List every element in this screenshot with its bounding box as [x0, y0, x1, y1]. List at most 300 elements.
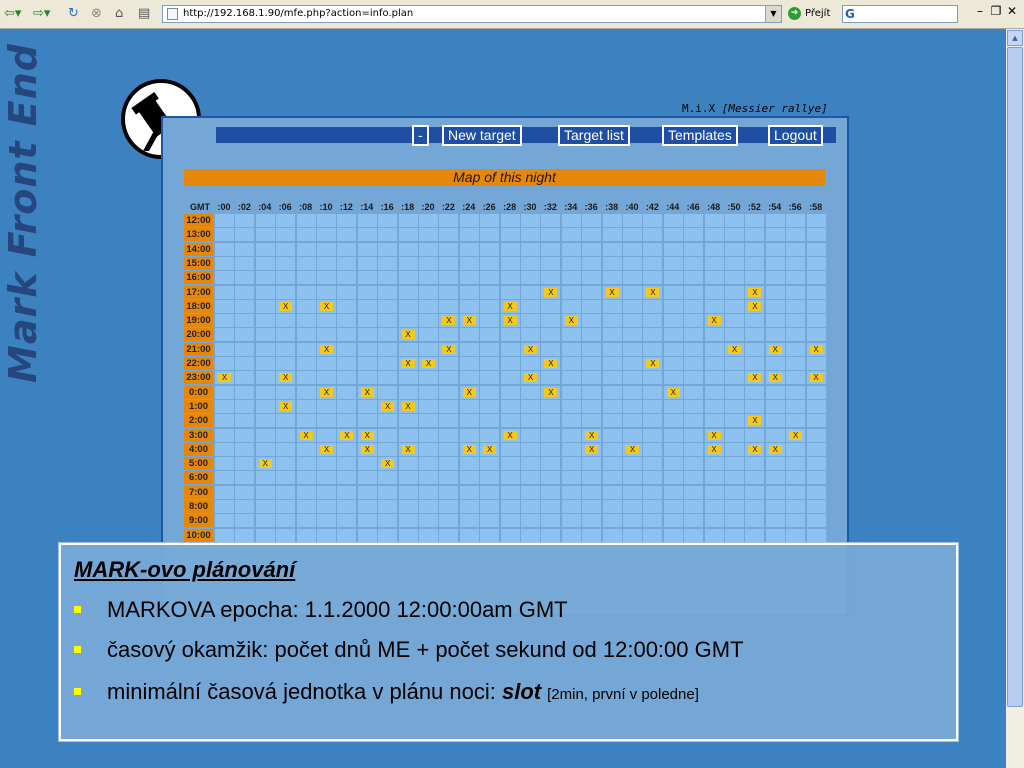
slot-cell[interactable] [501, 328, 520, 341]
scheduled-slot-mark[interactable]: X [504, 316, 517, 325]
slot-cell[interactable] [786, 457, 805, 470]
slot-cell[interactable] [562, 500, 581, 513]
slot-cell[interactable] [766, 328, 785, 341]
scrollbar-thumb[interactable] [1007, 47, 1023, 707]
slot-cell[interactable] [807, 328, 826, 341]
slot-cell[interactable] [337, 314, 356, 327]
slot-cell[interactable] [786, 300, 805, 313]
slot-cell[interactable] [297, 243, 316, 256]
slot-cell[interactable] [235, 386, 254, 399]
slot-cell[interactable] [541, 343, 560, 356]
slot-cell[interactable] [460, 400, 479, 413]
slot-cell[interactable] [297, 529, 316, 542]
scheduled-slot-mark[interactable]: X [504, 302, 517, 311]
slot-cell[interactable] [623, 414, 642, 427]
slot-cell[interactable] [766, 386, 785, 399]
slot-cell[interactable] [705, 271, 724, 284]
slot-cell[interactable] [562, 343, 581, 356]
slot-cell[interactable] [215, 471, 234, 484]
slot-cell[interactable] [399, 243, 418, 256]
slot-cell[interactable] [256, 500, 275, 513]
slot-cell[interactable] [786, 486, 805, 499]
slot-cell[interactable] [664, 314, 683, 327]
slot-cell[interactable] [317, 443, 336, 456]
slot-cell[interactable] [317, 257, 336, 270]
slot-cell[interactable] [358, 371, 377, 384]
scheduled-slot-mark[interactable]: X [544, 288, 557, 297]
slot-cell[interactable] [541, 400, 560, 413]
slot-cell[interactable] [399, 228, 418, 241]
slot-cell[interactable] [603, 443, 622, 456]
back-icon[interactable]: ⇦▾ [4, 6, 22, 21]
scheduled-slot-mark[interactable]: X [402, 445, 415, 454]
scheduled-slot-mark[interactable]: X [646, 288, 659, 297]
slot-cell[interactable] [439, 457, 458, 470]
slot-cell[interactable] [297, 228, 316, 241]
slot-cell[interactable] [317, 371, 336, 384]
slot-cell[interactable] [399, 300, 418, 313]
slot-cell[interactable] [358, 228, 377, 241]
slot-cell[interactable] [378, 343, 397, 356]
slot-cell[interactable] [317, 214, 336, 227]
slot-cell[interactable] [256, 343, 275, 356]
scheduled-slot-mark[interactable]: X [463, 316, 476, 325]
slot-cell[interactable] [705, 514, 724, 527]
slot-cell[interactable] [582, 529, 601, 542]
scheduled-slot-mark[interactable]: X [504, 431, 517, 440]
slot-cell[interactable] [480, 414, 499, 427]
slot-cell[interactable] [603, 271, 622, 284]
slot-cell[interactable] [582, 343, 601, 356]
slot-cell[interactable] [582, 243, 601, 256]
slot-cell[interactable] [705, 343, 724, 356]
slot-cell[interactable] [766, 514, 785, 527]
slot-cell[interactable] [276, 257, 295, 270]
slot-cell[interactable] [582, 471, 601, 484]
slot-cell[interactable] [643, 243, 662, 256]
slot-cell[interactable] [276, 214, 295, 227]
slot-cell[interactable] [664, 514, 683, 527]
slot-cell[interactable] [562, 471, 581, 484]
slot-cell[interactable] [256, 328, 275, 341]
slot-cell[interactable] [501, 386, 520, 399]
slot-cell[interactable] [664, 400, 683, 413]
slot-cell[interactable] [664, 471, 683, 484]
scroll-up-icon[interactable]: ▲ [1007, 30, 1023, 46]
slot-cell[interactable] [439, 343, 458, 356]
slot-cell[interactable] [419, 443, 438, 456]
slot-cell[interactable] [603, 328, 622, 341]
slot-cell[interactable] [317, 514, 336, 527]
slot-cell[interactable] [684, 214, 703, 227]
slot-cell[interactable] [745, 457, 764, 470]
scheduled-slot-mark[interactable]: X [279, 402, 292, 411]
slot-cell[interactable] [643, 228, 662, 241]
slot-cell[interactable] [521, 500, 540, 513]
slot-cell[interactable] [460, 314, 479, 327]
slot-cell[interactable] [501, 371, 520, 384]
slot-cell[interactable] [276, 529, 295, 542]
slot-cell[interactable] [337, 500, 356, 513]
slot-cell[interactable] [235, 243, 254, 256]
slot-cell[interactable] [582, 514, 601, 527]
slot-cell[interactable] [439, 286, 458, 299]
slot-cell[interactable] [358, 429, 377, 442]
slot-cell[interactable] [215, 214, 234, 227]
address-dropdown-icon[interactable]: ▼ [765, 6, 781, 22]
slot-cell[interactable] [745, 414, 764, 427]
scheduled-slot-mark[interactable]: X [402, 330, 415, 339]
google-search-box[interactable] [842, 5, 958, 23]
slot-cell[interactable] [399, 214, 418, 227]
slot-cell[interactable] [766, 271, 785, 284]
slot-cell[interactable] [521, 300, 540, 313]
slot-cell[interactable] [807, 243, 826, 256]
slot-cell[interactable] [399, 343, 418, 356]
slot-cell[interactable] [786, 257, 805, 270]
slot-cell[interactable] [725, 443, 744, 456]
slot-cell[interactable] [501, 271, 520, 284]
slot-cell[interactable] [562, 314, 581, 327]
slot-cell[interactable] [582, 357, 601, 370]
slot-cell[interactable] [786, 371, 805, 384]
scheduled-slot-mark[interactable]: X [585, 445, 598, 454]
slot-cell[interactable] [276, 457, 295, 470]
slot-cell[interactable] [501, 343, 520, 356]
slot-cell[interactable] [297, 286, 316, 299]
slot-cell[interactable] [297, 343, 316, 356]
scheduled-slot-mark[interactable]: X [544, 359, 557, 368]
slot-cell[interactable] [378, 500, 397, 513]
scheduled-slot-mark[interactable]: X [381, 402, 394, 411]
slot-cell[interactable] [419, 328, 438, 341]
slot-cell[interactable] [215, 529, 234, 542]
slot-cell[interactable] [480, 471, 499, 484]
slot-cell[interactable] [256, 271, 275, 284]
slot-cell[interactable] [337, 443, 356, 456]
slot-cell[interactable] [807, 314, 826, 327]
slot-cell[interactable] [807, 400, 826, 413]
slot-cell[interactable] [480, 257, 499, 270]
slot-cell[interactable] [480, 429, 499, 442]
slot-cell[interactable] [766, 257, 785, 270]
scheduled-slot-mark[interactable]: X [606, 288, 619, 297]
slot-cell[interactable] [521, 443, 540, 456]
scheduled-slot-mark[interactable]: X [463, 445, 476, 454]
slot-cell[interactable] [623, 529, 642, 542]
slot-cell[interactable] [786, 314, 805, 327]
slot-cell[interactable] [235, 471, 254, 484]
slot-cell[interactable] [562, 214, 581, 227]
slot-cell[interactable] [215, 371, 234, 384]
slot-cell[interactable] [337, 343, 356, 356]
slot-cell[interactable] [745, 357, 764, 370]
slot-cell[interactable] [358, 214, 377, 227]
slot-cell[interactable] [235, 457, 254, 470]
slot-cell[interactable] [725, 214, 744, 227]
slot-cell[interactable] [215, 300, 234, 313]
slot-cell[interactable] [358, 414, 377, 427]
slot-cell[interactable] [684, 514, 703, 527]
slot-cell[interactable] [460, 286, 479, 299]
slot-cell[interactable] [378, 443, 397, 456]
slot-cell[interactable] [235, 371, 254, 384]
slot-cell[interactable] [745, 328, 764, 341]
slot-cell[interactable] [419, 500, 438, 513]
slot-cell[interactable] [786, 529, 805, 542]
slot-cell[interactable] [276, 414, 295, 427]
slot-cell[interactable] [317, 414, 336, 427]
slot-cell[interactable] [460, 343, 479, 356]
slot-cell[interactable] [276, 243, 295, 256]
slot-cell[interactable] [358, 500, 377, 513]
slot-cell[interactable] [745, 529, 764, 542]
slot-cell[interactable] [276, 443, 295, 456]
slot-cell[interactable] [664, 371, 683, 384]
slot-cell[interactable] [378, 400, 397, 413]
slot-cell[interactable] [684, 300, 703, 313]
slot-cell[interactable] [664, 457, 683, 470]
slot-cell[interactable] [807, 386, 826, 399]
slot-cell[interactable] [276, 386, 295, 399]
slot-cell[interactable] [521, 228, 540, 241]
slot-cell[interactable] [705, 228, 724, 241]
slot-cell[interactable] [684, 371, 703, 384]
slot-cell[interactable] [317, 486, 336, 499]
slot-cell[interactable] [745, 500, 764, 513]
slot-cell[interactable] [337, 228, 356, 241]
slot-cell[interactable] [562, 400, 581, 413]
slot-cell[interactable] [501, 314, 520, 327]
slot-cell[interactable] [745, 314, 764, 327]
slot-cell[interactable] [541, 486, 560, 499]
slot-cell[interactable] [521, 343, 540, 356]
slot-cell[interactable] [786, 357, 805, 370]
slot-cell[interactable] [215, 457, 234, 470]
slot-cell[interactable] [317, 429, 336, 442]
slot-cell[interactable] [684, 443, 703, 456]
slot-cell[interactable] [603, 371, 622, 384]
slot-cell[interactable] [643, 357, 662, 370]
slot-cell[interactable] [256, 214, 275, 227]
slot-cell[interactable] [480, 228, 499, 241]
slot-cell[interactable] [378, 429, 397, 442]
slot-cell[interactable] [643, 443, 662, 456]
slot-cell[interactable] [439, 300, 458, 313]
slot-cell[interactable] [501, 500, 520, 513]
slot-cell[interactable] [378, 514, 397, 527]
slot-cell[interactable] [358, 328, 377, 341]
scheduled-slot-mark[interactable]: X [300, 431, 313, 440]
scheduled-slot-mark[interactable]: X [646, 359, 659, 368]
slot-cell[interactable] [480, 443, 499, 456]
slot-cell[interactable] [317, 300, 336, 313]
scheduled-slot-mark[interactable]: X [810, 373, 823, 382]
scheduled-slot-mark[interactable]: X [789, 431, 802, 440]
slot-cell[interactable] [684, 343, 703, 356]
slot-cell[interactable] [276, 400, 295, 413]
slot-cell[interactable] [358, 486, 377, 499]
slot-cell[interactable] [317, 286, 336, 299]
scheduled-slot-mark[interactable]: X [361, 388, 374, 397]
slot-cell[interactable] [460, 300, 479, 313]
slot-cell[interactable] [235, 414, 254, 427]
scheduled-slot-mark[interactable]: X [708, 431, 721, 440]
address-bar[interactable] [162, 5, 782, 23]
slot-cell[interactable] [378, 457, 397, 470]
slot-cell[interactable] [766, 500, 785, 513]
slot-cell[interactable] [705, 457, 724, 470]
slot-cell[interactable] [235, 357, 254, 370]
slot-cell[interactable] [562, 429, 581, 442]
slot-cell[interactable] [501, 357, 520, 370]
slot-cell[interactable] [399, 400, 418, 413]
slot-cell[interactable] [256, 300, 275, 313]
slot-cell[interactable] [582, 257, 601, 270]
slot-cell[interactable] [541, 271, 560, 284]
slot-cell[interactable] [317, 386, 336, 399]
slot-cell[interactable] [603, 500, 622, 513]
slot-cell[interactable] [480, 457, 499, 470]
slot-cell[interactable] [317, 400, 336, 413]
slot-cell[interactable] [562, 257, 581, 270]
slot-cell[interactable] [215, 429, 234, 442]
scheduled-slot-mark[interactable]: X [402, 359, 415, 368]
slot-cell[interactable] [256, 228, 275, 241]
slot-cell[interactable] [643, 457, 662, 470]
slot-cell[interactable] [399, 271, 418, 284]
scheduled-slot-mark[interactable]: X [748, 373, 761, 382]
slot-cell[interactable] [215, 286, 234, 299]
slot-cell[interactable] [337, 471, 356, 484]
slot-cell[interactable] [541, 228, 560, 241]
slot-cell[interactable] [582, 414, 601, 427]
slot-cell[interactable] [460, 529, 479, 542]
slot-cell[interactable] [256, 386, 275, 399]
slot-cell[interactable] [297, 400, 316, 413]
slot-cell[interactable] [807, 286, 826, 299]
slot-cell[interactable] [684, 228, 703, 241]
slot-cell[interactable] [439, 443, 458, 456]
slot-cell[interactable] [684, 486, 703, 499]
slot-cell[interactable] [745, 400, 764, 413]
slot-cell[interactable] [541, 214, 560, 227]
slot-cell[interactable] [235, 529, 254, 542]
scheduled-slot-mark[interactable]: X [565, 316, 578, 325]
scheduled-slot-mark[interactable]: X [769, 345, 782, 354]
slot-cell[interactable] [664, 271, 683, 284]
slot-cell[interactable] [297, 443, 316, 456]
slot-cell[interactable] [419, 486, 438, 499]
slot-cell[interactable] [235, 500, 254, 513]
slot-cell[interactable] [521, 471, 540, 484]
slot-cell[interactable] [684, 529, 703, 542]
slot-cell[interactable] [664, 529, 683, 542]
slot-cell[interactable] [664, 486, 683, 499]
slot-cell[interactable] [541, 243, 560, 256]
stop-icon[interactable]: ⊗ [91, 6, 102, 21]
slot-cell[interactable] [460, 271, 479, 284]
slot-cell[interactable] [317, 243, 336, 256]
slot-cell[interactable] [337, 286, 356, 299]
slot-cell[interactable] [603, 214, 622, 227]
slot-cell[interactable] [337, 529, 356, 542]
slot-cell[interactable] [725, 500, 744, 513]
slot-cell[interactable] [684, 328, 703, 341]
slot-cell[interactable] [399, 529, 418, 542]
slot-cell[interactable] [807, 443, 826, 456]
slot-cell[interactable] [480, 486, 499, 499]
slot-cell[interactable] [439, 486, 458, 499]
scheduled-slot-mark[interactable]: X [748, 445, 761, 454]
slot-cell[interactable] [766, 414, 785, 427]
slot-cell[interactable] [337, 300, 356, 313]
slot-cell[interactable] [766, 214, 785, 227]
slot-cell[interactable] [378, 214, 397, 227]
scheduled-slot-mark[interactable]: X [218, 373, 231, 382]
slot-cell[interactable] [215, 328, 234, 341]
slot-cell[interactable] [541, 357, 560, 370]
slot-cell[interactable] [358, 457, 377, 470]
slot-cell[interactable] [480, 243, 499, 256]
slot-cell[interactable] [705, 429, 724, 442]
slot-cell[interactable] [419, 386, 438, 399]
slot-cell[interactable] [460, 471, 479, 484]
slot-cell[interactable] [337, 486, 356, 499]
slot-cell[interactable] [460, 243, 479, 256]
slot-cell[interactable] [562, 443, 581, 456]
slot-cell[interactable] [399, 386, 418, 399]
slot-cell[interactable] [541, 443, 560, 456]
slot-cell[interactable] [256, 514, 275, 527]
slot-cell[interactable] [766, 471, 785, 484]
slot-cell[interactable] [501, 286, 520, 299]
slot-cell[interactable] [235, 443, 254, 456]
slot-cell[interactable] [399, 486, 418, 499]
slot-cell[interactable] [705, 300, 724, 313]
scheduled-slot-mark[interactable]: X [769, 445, 782, 454]
slot-cell[interactable] [439, 529, 458, 542]
slot-cell[interactable] [623, 214, 642, 227]
slot-cell[interactable] [378, 357, 397, 370]
slot-cell[interactable] [745, 286, 764, 299]
slot-cell[interactable] [297, 386, 316, 399]
slot-cell[interactable] [603, 486, 622, 499]
scheduled-slot-mark[interactable]: X [442, 345, 455, 354]
slot-cell[interactable] [766, 400, 785, 413]
slot-cell[interactable] [664, 328, 683, 341]
slot-cell[interactable] [439, 257, 458, 270]
slot-cell[interactable] [541, 386, 560, 399]
slot-cell[interactable] [521, 429, 540, 442]
slot-cell[interactable] [521, 314, 540, 327]
scheduled-slot-mark[interactable]: X [320, 302, 333, 311]
slot-cell[interactable] [786, 328, 805, 341]
scheduled-slot-mark[interactable]: X [402, 402, 415, 411]
slot-cell[interactable] [643, 286, 662, 299]
slot-cell[interactable] [643, 471, 662, 484]
slot-cell[interactable] [521, 529, 540, 542]
slot-cell[interactable] [725, 271, 744, 284]
slot-cell[interactable] [684, 471, 703, 484]
slot-cell[interactable] [215, 314, 234, 327]
slot-cell[interactable] [807, 500, 826, 513]
slot-cell[interactable] [337, 386, 356, 399]
slot-cell[interactable] [766, 529, 785, 542]
slot-cell[interactable] [807, 371, 826, 384]
slot-cell[interactable] [276, 271, 295, 284]
slot-cell[interactable] [786, 228, 805, 241]
